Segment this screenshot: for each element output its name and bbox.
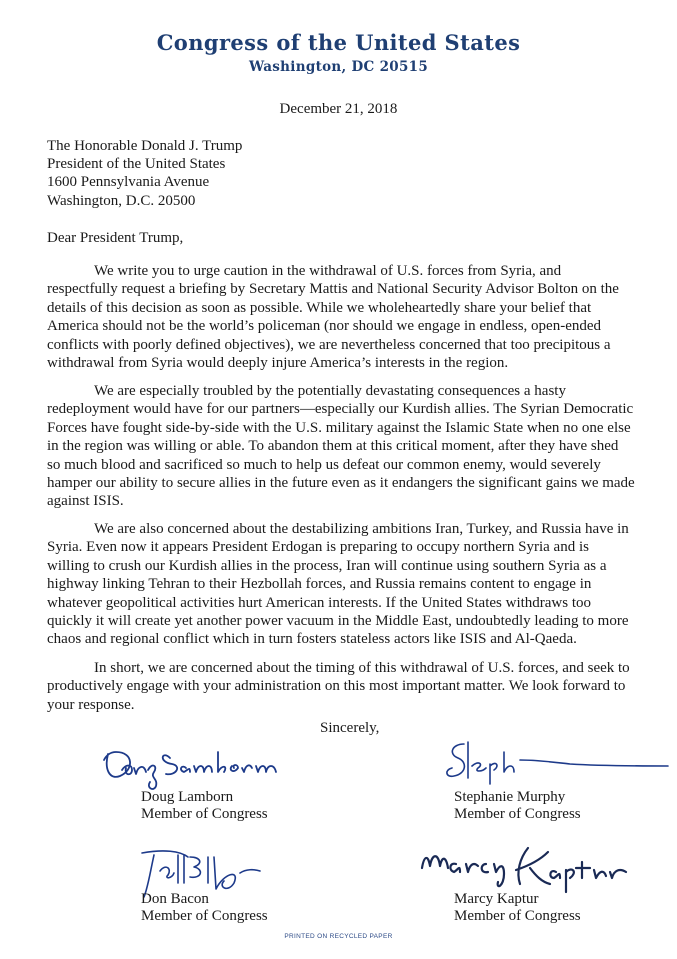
signer-title-murphy: Member of Congress bbox=[454, 806, 581, 822]
recipient-title: President of the United States bbox=[47, 156, 226, 173]
body-paragraph-4: In short, we are concerned about the timing of this withdrawal of U.S. forces, and seek to productively engage with your administration on this most important matter. We look forward to your response. bbox=[47, 660, 630, 713]
recipient-address bbox=[47, 137, 242, 210]
signature-murphy bbox=[442, 738, 672, 788]
letter-date: December 21, 2018 bbox=[279, 101, 398, 117]
recipient-street: 1600 Pennsylvania Avenue bbox=[47, 174, 210, 191]
signer-name-lamborn: Doug Lamborn bbox=[141, 789, 234, 805]
recipient-city: Washington, D.C. 20500 bbox=[47, 192, 196, 209]
closing: Sincerely, bbox=[320, 720, 380, 736]
signer-title-lamborn: Member of Congress bbox=[141, 806, 268, 822]
recipient-name: The Honorable Donald J. Trump bbox=[47, 138, 243, 154]
salutation: Dear President Trump, bbox=[47, 230, 184, 246]
letterhead-address: Washington, DC 20515 bbox=[248, 59, 429, 75]
signer-name-murphy: Stephanie Murphy bbox=[454, 789, 566, 805]
letterhead-title: Congress of the United States bbox=[156, 30, 521, 55]
body-paragraph-2: We are especially troubled by the potentially devastating consequences a hasty redeployment would have for our partners—especially our Kurdish allies. The Syrian Democratic Forces have fought side-by-side with the U.S. military against the Islamic State when no one else in the region was willing or able. To abandon them at this critical moment, after they have shed so much blood and sacrificed so much to help us defeat our common enemy, would severely hamper our ability to secure allies in the future even as it endangers the significant gains we made against ISIS. bbox=[47, 383, 635, 510]
signer-name-kaptur: Marcy Kaptur bbox=[454, 891, 539, 907]
signature-lamborn bbox=[100, 740, 300, 790]
signer-title-kaptur: Member of Congress bbox=[454, 908, 581, 924]
signer-name-bacon: Don Bacon bbox=[141, 891, 209, 907]
signer-title-bacon: Member of Congress bbox=[141, 908, 268, 924]
body-paragraph-1: We write you to urge caution in the withdrawal of U.S. forces from Syria, and respectfully request a briefing by Secretary Mattis and National Security Advisor Bolton on the details of this decision as soon as possible. While we wholeheartedly share your belief that America should not be the world’s policeman (nor should we engage in endless, open-ended conflicts with poorly defined objectives), we are nevertheless concerned that too precipitous a withdrawal from Syria would deeply injure America’s interests in the region. bbox=[47, 263, 619, 372]
body-paragraph-3: We are also concerned about the destabilizing ambitions Iran, Turkey, and Russia have in Syria. Even now it appears President Erdogan is preparing to occupy northern Syria and is willing to crush our Kurdish allies in the process, Iran will continue using southern Syria as a highway linking Tehran to their Hezbollah forces, and Russia remains content to engage in whatever geopolitical activities hurt American interests. If the United States withdraws too quickly it will create yet another power vacuum in the Middle East, undoubtedly leading to more chaos and regional conflict which in turn fosters stateless actors like ISIS and Al-Qaeda. bbox=[47, 521, 629, 648]
recycled-paper-note: PRINTED ON RECYCLED PAPER bbox=[284, 933, 393, 940]
